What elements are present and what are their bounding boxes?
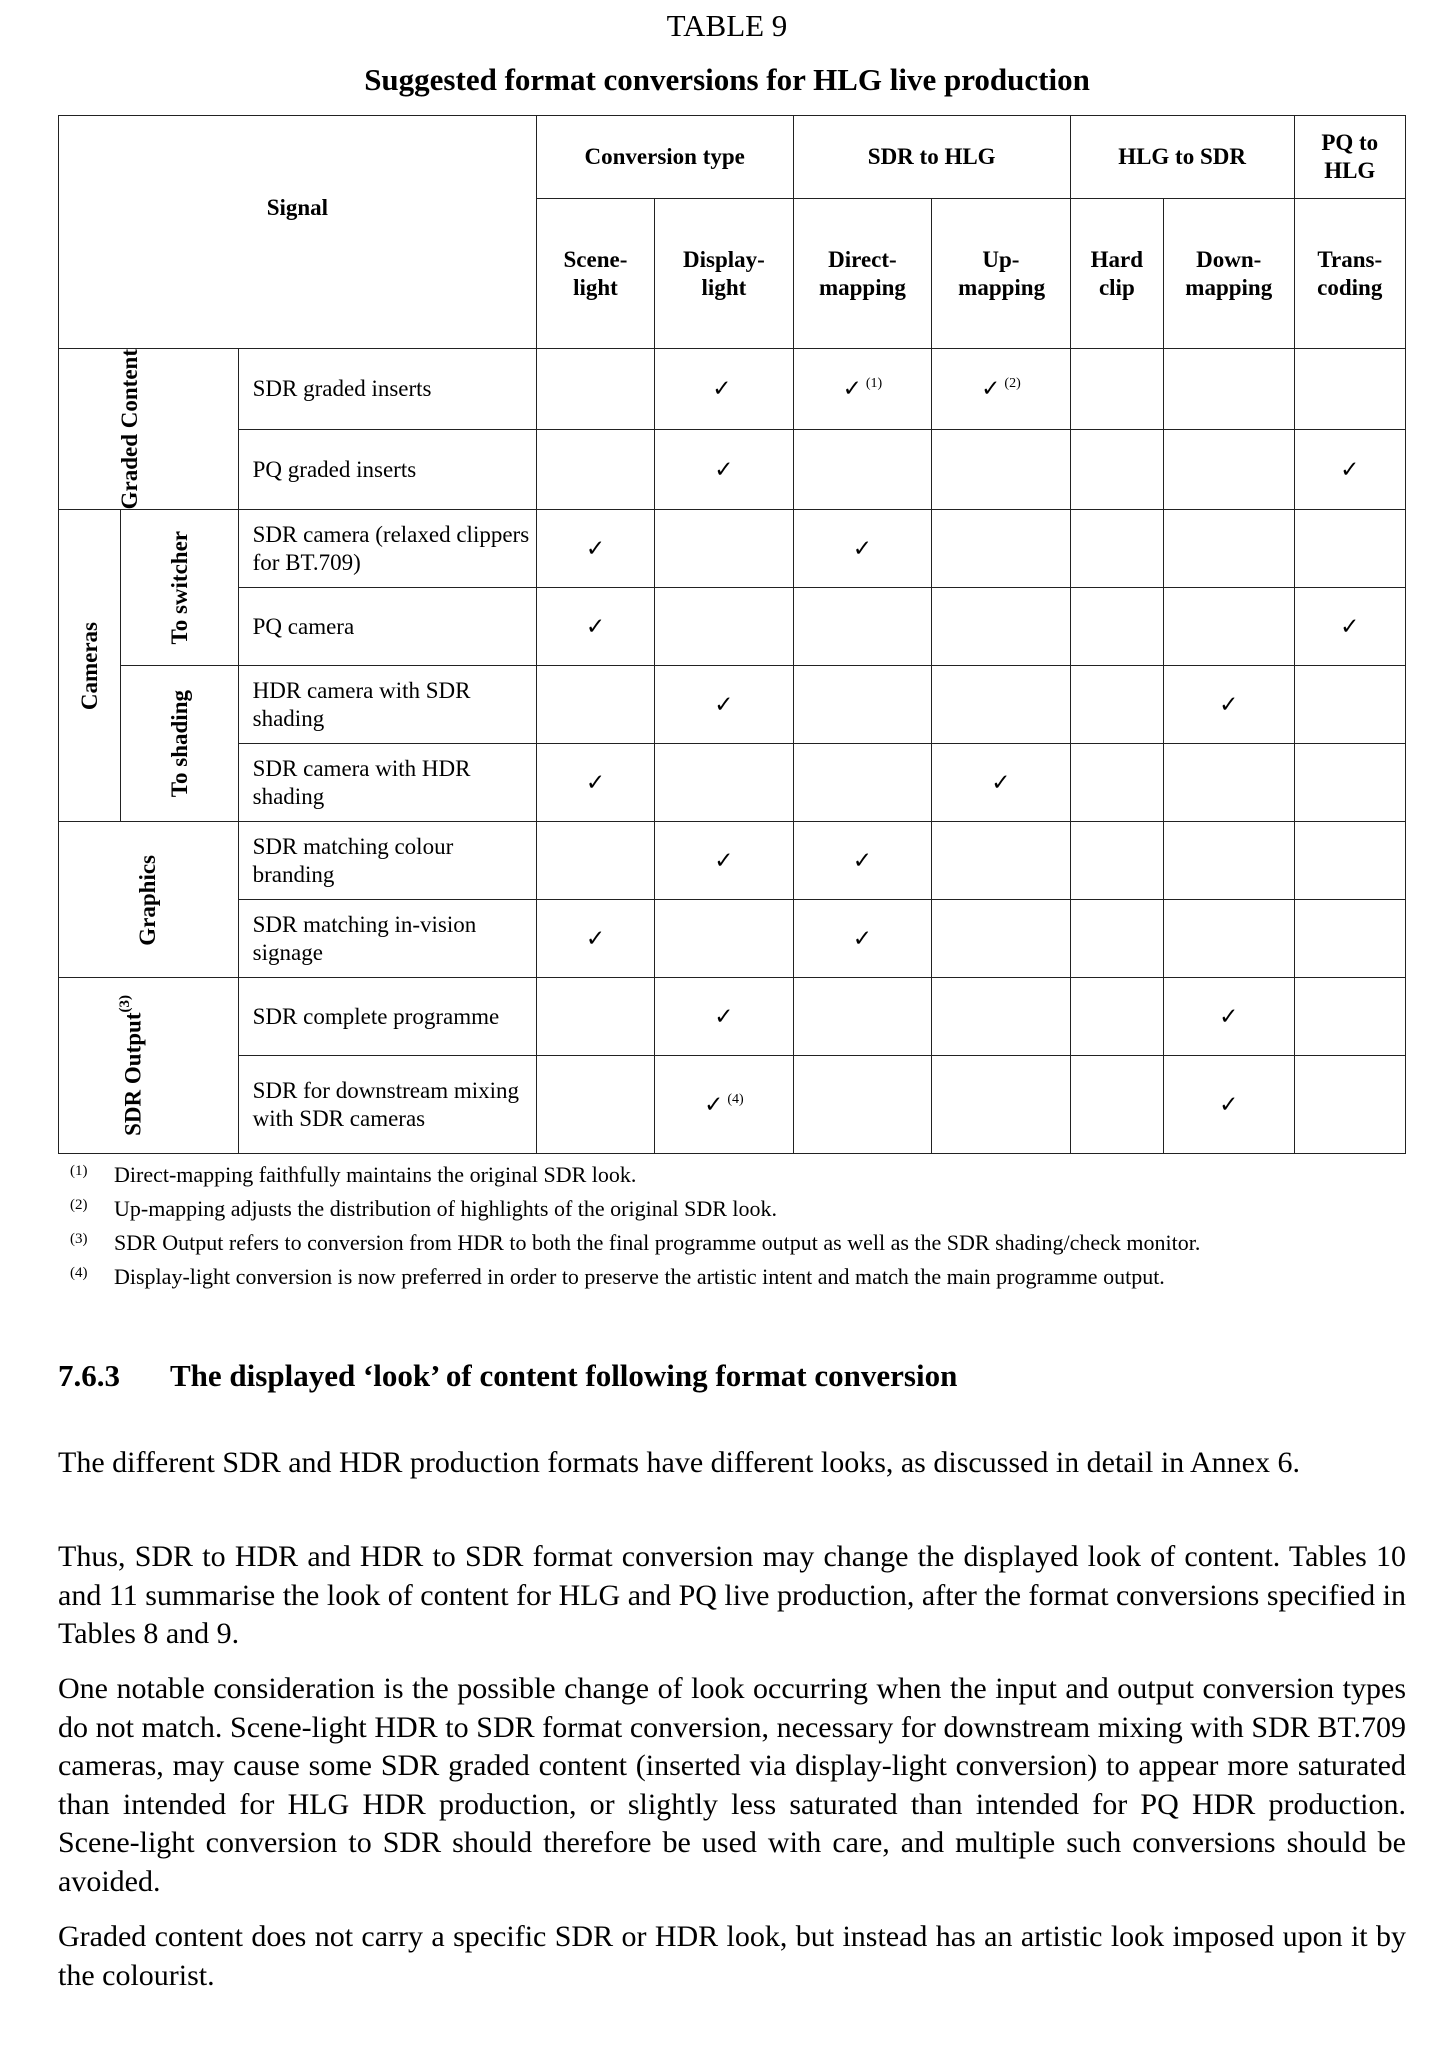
header-display-light: Display-light [655,199,794,349]
section-number: 7.6.3 [58,1358,120,1393]
header-direct-mapping: Direct-mapping [793,199,932,349]
mark-cell [793,1056,932,1154]
group-to-shading [121,666,238,822]
signal-cell: PQ camera [238,588,536,666]
check-mark: ✓ [714,847,734,873]
mark-cell [1070,1056,1163,1154]
section-heading [58,1358,957,1394]
mark-cell [1070,588,1163,666]
mark-cell [1164,744,1294,822]
body-paragraph: Thus, SDR to HDR and HDR to SDR format conversion may change the displayed look of content. Tables 10 and 11 summarise the look of content for HLG and PQ live production, after the format conversions specified in Tables 8 and 9. [58,1540,1406,1650]
footnote-text: Display-light conversion is now preferred in order to preserve the artistic intent and match the main programme output. [114,1264,1165,1289]
mark-cell [1070,510,1163,588]
table-row [59,822,1406,900]
mark-cell [1294,1056,1406,1154]
mark-cell [655,744,794,822]
mark-cell [1164,978,1294,1056]
section-title: The displayed ‘look’ of content following format conversion [170,1358,958,1393]
table-number: TABLE 9 [666,8,788,43]
check-mark: ✓ [714,691,734,717]
check-mark: ✓ [704,1091,724,1117]
mark-cell [1164,429,1294,510]
mark-cell [655,510,794,588]
mark-cell [1294,349,1406,430]
mark-cell [655,588,794,666]
mark-cell [932,822,1071,900]
mark-cell [536,978,654,1056]
mark-cell [536,510,654,588]
check-mark: ✓ [981,375,1001,401]
mark-cell [793,588,932,666]
signal-cell: SDR matching colour branding [238,822,536,900]
table-row [59,666,1406,744]
signal-cell: SDR graded inserts [238,349,536,430]
check-mark: ✓ [852,847,873,873]
table-row [59,510,1406,588]
check-mark: ✓ [712,375,732,401]
mark-cell [536,588,654,666]
footnote-mark: (1) [70,1163,88,1179]
mark-cell [536,744,654,822]
footnote-text: Direct-mapping faithfully maintains the original SDR look. [114,1162,637,1187]
group-label-graphics: Graphics [135,854,161,946]
check-mark: ✓ [714,456,734,482]
mark-cell [1070,822,1163,900]
header-down-mapping: Down-mapping [1164,199,1294,349]
table-row [59,349,1406,430]
group-graded-content [59,349,239,510]
footnote-mark: (3) [70,1231,88,1247]
conversion-table [58,115,1406,1154]
mark-cell [536,349,654,430]
group-graphics [59,822,239,978]
header-hard-clip: Hard clip [1070,199,1163,349]
mark-cell [1164,588,1294,666]
footnote [70,1192,1390,1226]
header-up-mapping: Up-mapping [932,199,1071,349]
mark-cell [655,1056,794,1154]
signal-cell: SDR matching in-vision signage [238,900,536,978]
mark-cell [1164,822,1294,900]
footnote [70,1226,1390,1260]
mark-cell [793,510,932,588]
check-mark: ✓ [1340,613,1360,639]
mark-cell [536,429,654,510]
check-mark: ✓ [585,613,606,639]
mark-cell [793,429,932,510]
mark-cell [655,900,794,978]
table-row [59,744,1406,822]
mark-cell [655,666,794,744]
check-mark: ✓ [1219,1003,1239,1029]
check-mark: ✓ [852,535,873,561]
mark-cell [1164,510,1294,588]
group-label-graded: Graded Content [117,349,143,510]
footnote-text: Up-mapping adjusts the distribution of highlights of the original SDR look. [114,1196,778,1221]
signal-cell: SDR complete programme [238,978,536,1056]
group-to-switcher [121,510,238,666]
mark-cell [536,666,654,744]
mark-note: (1) [865,376,883,392]
mark-note: (2) [1004,376,1021,392]
mark-cell [1164,900,1294,978]
table-row [59,588,1406,666]
signal-cell: PQ graded inserts [238,429,536,510]
check-mark: ✓ [842,375,862,401]
mark-cell [1070,666,1163,744]
check-mark: ✓ [1340,456,1360,482]
mark-cell [932,1056,1071,1154]
mark-cell [793,349,932,430]
footnote [70,1260,1390,1294]
group-sdr-output [59,978,239,1154]
signal-cell: SDR camera (relaxed clippers for BT.709) [238,510,536,588]
table-row [59,429,1406,510]
mark-cell [1294,900,1406,978]
mark-cell [1164,349,1294,430]
mark-cell [1070,900,1163,978]
mark-cell [1294,666,1406,744]
check-mark: ✓ [991,769,1011,795]
signal-cell: SDR camera with HDR shading [238,744,536,822]
mark-cell [932,588,1071,666]
mark-cell [536,900,654,978]
check-mark: ✓ [1219,691,1239,717]
mark-cell [655,978,794,1056]
mark-cell [536,822,654,900]
mark-cell [932,900,1071,978]
footnote-mark: (2) [70,1197,88,1213]
mark-cell [793,666,932,744]
mark-note: (4) [727,1092,744,1108]
mark-cell [536,1056,654,1154]
table-row [59,978,1406,1056]
footnote [70,1158,1390,1192]
mark-cell [1070,429,1163,510]
check-mark: ✓ [585,769,606,795]
mark-cell [1294,429,1406,510]
mark-cell [1294,510,1406,588]
header-scene-light: Scene-light [536,199,654,349]
mark-cell [793,900,932,978]
footnote-mark: (4) [70,1265,88,1281]
sdr-output-note: (3) [117,995,134,1013]
group-cameras [59,510,121,822]
check-mark: ✓ [585,925,606,951]
header-sdr-to-hlg: SDR to HLG [793,116,1070,199]
header-hlg-to-sdr: HLG to SDR [1070,116,1294,199]
mark-cell [1294,744,1406,822]
mark-cell [655,429,794,510]
header-trans-coding: Trans-coding [1294,199,1406,349]
mark-cell [932,744,1071,822]
mark-cell [932,978,1071,1056]
mark-cell [932,666,1071,744]
table-footnotes [70,1158,1390,1294]
mark-cell [793,822,932,900]
table-title: Suggested format conversions for HLG live production [364,62,1090,97]
table-row [59,900,1406,978]
footnote-text: SDR Output refers to conversion from HDR to both the final programme output as well as the SDR shading/check monitor. [114,1230,1201,1255]
mark-cell [932,349,1071,430]
mark-cell [932,510,1071,588]
mark-cell [932,429,1071,510]
check-mark: ✓ [852,925,873,951]
mark-cell [655,349,794,430]
group-label-sdr-output: SDR Output$^{(3)}$ [117,995,146,1137]
mark-cell [793,978,932,1056]
mark-cell [1070,349,1163,430]
group-label-to-switcher: To switcher [166,531,192,645]
body-paragraph: The different SDR and HDR production formats have different looks, as discussed in detail in Annex 6. [58,1446,1300,1479]
group-label-cameras: Cameras [76,621,102,710]
mark-cell [1294,978,1406,1056]
mark-cell [655,822,794,900]
signal-cell: HDR camera with SDR shading [238,666,536,744]
table-row [59,1056,1406,1154]
header-row-groups [59,116,1406,199]
conversion-table-container [58,115,1406,1154]
mark-cell [1294,588,1406,666]
group-label-to-shading: To shading [166,690,192,798]
mark-cell [1164,666,1294,744]
mark-cell [793,744,932,822]
mark-cell [1070,744,1163,822]
check-mark: ✓ [714,1003,734,1029]
mark-cell [1070,978,1163,1056]
signal-cell: SDR for downstream mixing with SDR cameras [238,1056,536,1154]
check-mark: ✓ [1219,1091,1239,1117]
header-pq-to-hlg: PQ to HLG [1294,116,1406,199]
signal-header: Signal [59,116,537,349]
body-paragraph: One notable consideration is the possible change of look occurring when the input and output conversion types do not match. Scene-light HDR to SDR format conversion, necessary for downstream mixing with SDR BT.709 cameras, may cause some SDR graded content (inserted via display-light conversion) to appear more saturated than intended for HLG HDR production, or slightly less saturated than intended for PQ HDR production. Scene-light conversion to SDR should therefore be used with care, and multiple such conversions should be avoided. [58,1672,1406,1898]
header-conversion-type: Conversion type [536,116,793,199]
mark-cell [1294,822,1406,900]
body-paragraph: Graded content does not carry a specific SDR or HDR look, but instead has an artistic look imposed upon it by the colourist. [58,1920,1406,1992]
check-mark: ✓ [585,535,606,561]
mark-cell [1164,1056,1294,1154]
